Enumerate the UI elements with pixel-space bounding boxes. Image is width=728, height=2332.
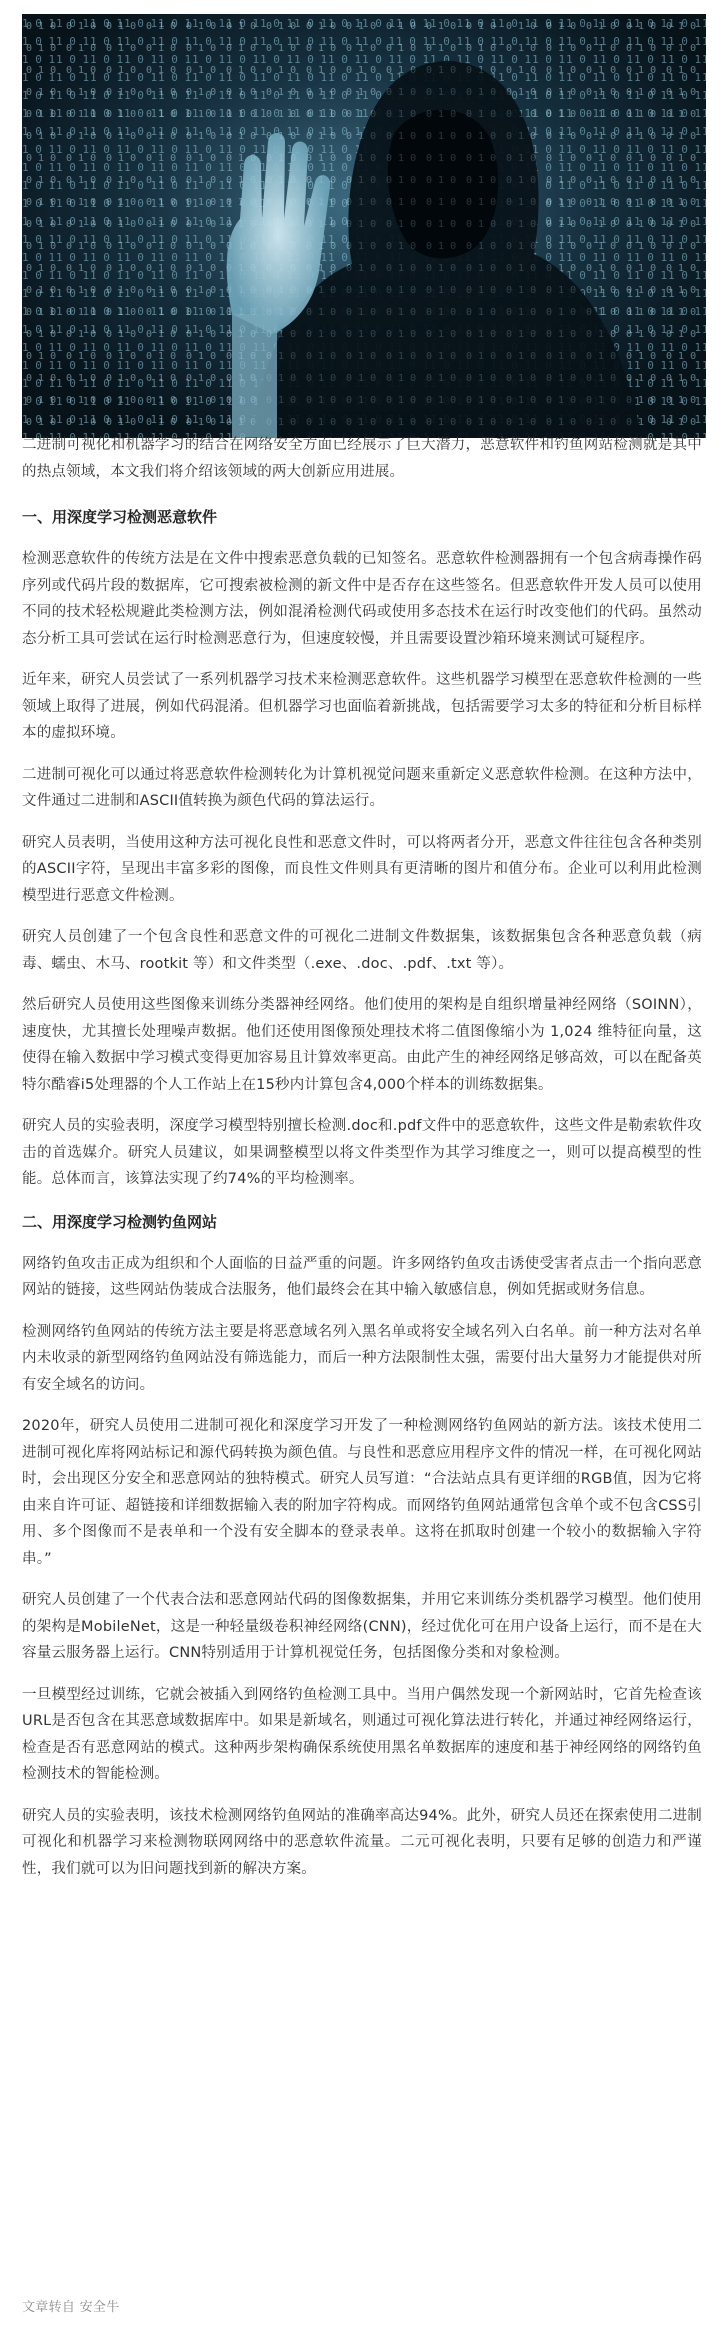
- paragraph: 研究人员创建了一个包含良性和恶意文件的可视化二进制文件数据集，该数据集包含各种恶意负载（病毒、蠕虫、木马、rootkit 等）和文件类型（.exe、.doc、.pdf、.txt 等）。: [22, 929, 702, 972]
- paragraph: 检测网络钓鱼网站的传统方法主要是将恶意域名列入黑名单或将安全域名列入白名单。前一种方法对名单内未收录的新型网络钓鱼网站没有筛选能力，而后一种方法限制性太强，需要付出大量努力才能提供对所有安全域名的访问。: [22, 1323, 702, 1393]
- section-heading-malware: 一、用深度学习检测恶意软件: [22, 508, 218, 526]
- hooded-hacker-illustration: [22, 14, 706, 438]
- hero-image: [22, 14, 706, 438]
- source-note: 文章转自 安全牛: [22, 2300, 120, 2315]
- intro-paragraph: 二进制可视化和机器学习的结合在网络安全方面已经展示了巨大潜力，恶意软件和钓鱼网站检测就是其中的热点领域，本文我们将介绍该领域的两大创新应用进展。: [22, 437, 702, 480]
- paragraph: 研究人员的实验表明，深度学习模型特别擅长检测.doc和.pdf文件中的恶意软件，这些文件是勒索软件攻击的首选媒介。研究人员建议，如果调整模型以将文件类型作为其学习维度之一，则可以提高模型的性能。总体而言，该算法实现了约74%的平均检测率。: [22, 1118, 702, 1187]
- paragraph: 一旦模型经过训练，它就会被插入到网络钓鱼检测工具中。当用户偶然发现一个新网站时，它首先检查该URL是否包含在其恶意域数据库中。如果是新域名，则通过可视化算法进行转化，并通过神经网络运行，检查是否有恶意网站的模式。这种两步架构确保系统使用黑名单数据库的速度和基于神经网络的网络钓鱼检测技术的智能检测。: [22, 1686, 702, 1782]
- paragraph: 研究人员的实验表明，该技术检测网络钓鱼网站的准确率高达94%。此外，研究人员还在探索使用二进制可视化和机器学习来检测物联网网络中的恶意软件流量。二元可视化表明，只要有足够的创造力和严谨性，我们就可以为旧问题找到新的解决方案。: [22, 1807, 702, 1877]
- paragraph: 然后研究人员使用这些图像来训练分类器神经网络。他们使用的架构是自组织增量神经网络（SOINN），速度快，尤其擅长处理噪声数据。他们还使用图像预处理技术将二值图像缩小为 1,024 维特征向量，这使得在输入数据中学习模式变得更加容易且计算效率更高。由此产生的神经网络足够高效，可以在配备英特尔酷睿i5处理器的个人工作站上在15秒内计算包含4,000个样本的训练数据集。: [22, 997, 702, 1093]
- article-body: [22, 432, 702, 1897]
- paragraph: 2020年，研究人员使用二进制可视化和深度学习开发了一种检测网络钓鱼网站的新方法。该技术使用二进制可视化库将网站标记和源代码转换为颜色值。与良性和恶意应用程序文件的情况一样，在可视化网站时，会出现区分安全和恶意网站的独特模式。研究人员写道：“合法站点具有更详细的RGB值，因为它将由来自许可证、超链接和详细数据输入表的附加字符构成。而网络钓鱼网站通常包含单个或不包含CSS引用、多个图像而不是表单和一个没有安全脚本的登录表单。这将在抓取时创建一个较小的数据输入字符串。”: [22, 1418, 702, 1567]
- paragraph: 近年来，研究人员尝试了一系列机器学习技术来检测恶意软件。这些机器学习模型在恶意软件检测的一些领域上取得了进展，例如代码混淆。但机器学习也面临着新挑战，包括需要学习太多的特征和分析目标样本的虚拟环境。: [22, 672, 702, 741]
- paragraph: 检测恶意软件的传统方法是在文件中搜索恶意负载的已知签名。恶意软件检测器拥有一个包含病毒操作码序列或代码片段的数据库，它可搜索被检测的新文件中是否存在这些签名。但恶意软件开发人员可以使用不同的技术轻松规避此类检测方法，例如混淆检测代码或使用多态技术在运行时改变他们的代码。虽然动态分析工具可尝试在运行时检测恶意行为，但速度较慢，并且需要设置沙箱环境来测试可疑程序。: [22, 551, 702, 647]
- paragraph: 研究人员表明，当使用这种方法可视化良性和恶意文件时，可以将两者分开，恶意文件往往包含各种类别的ASCII字符，呈现出丰富多彩的图像，而良性文件则具有更清晰的图片和值分布。企业可以利用此检测模型进行恶意文件检测。: [22, 834, 702, 904]
- section-heading-phishing: 二、用深度学习检测钓鱼网站: [22, 1212, 218, 1231]
- paragraph: 研究人员创建了一个代表合法和恶意网站代码的图像数据集，并用它来训练分类机器学习模型。他们使用的架构是MobileNet，这是一种轻量级卷积神经网络(CNN)，经过优化可在用户设备上运行，而不是在大容量云服务器上运行。CNN特别适用于计算机视觉任务，包括图像分类和对象检测。: [22, 1592, 702, 1661]
- paragraph: 网络钓鱼攻击正成为组织和个人面临的日益严重的问题。许多网络钓鱼攻击诱使受害者点击一个指向恶意网站的链接，这些网站伪装成合法服务，他们最终会在其中输入敏感信息，例如凭据或财务信息。: [22, 1255, 702, 1298]
- paragraph: 二进制可视化可以通过将恶意软件检测转化为计算机视觉问题来重新定义恶意软件检测。在这种方法中，文件通过二进制和ASCII值转换为颜色代码的算法运行。: [22, 766, 702, 809]
